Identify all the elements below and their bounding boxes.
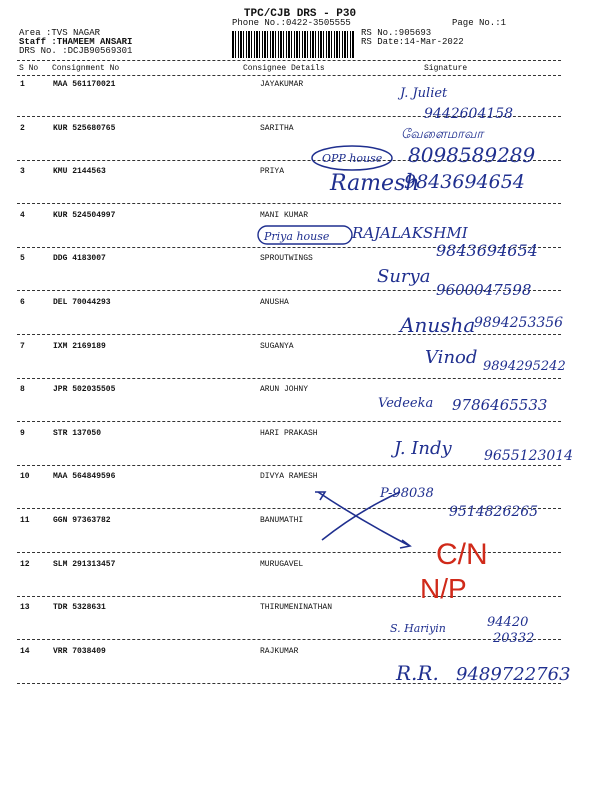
phone-row1: 9442604158 (424, 106, 514, 122)
consignment-number: STR 137050 (53, 428, 102, 438)
serial-number: 8 (20, 385, 25, 395)
consignee-name: SPROUTWINGS (260, 254, 313, 264)
serial-number: 9 (20, 428, 25, 438)
consignee-name: HARI PRAKASH (260, 428, 318, 438)
consignment-number: KUR 524504997 (53, 210, 116, 220)
signature-row5: Surya (377, 266, 431, 287)
rs-number: RS No.:905693 (361, 28, 432, 38)
drs-number: DRS No. :DCJB90569301 (19, 46, 133, 56)
document-title: TPC/CJB DRS - P30 (243, 8, 357, 20)
phone-row10: 9514826265 (449, 504, 539, 520)
phone-row6: 9894253356 (474, 315, 564, 331)
serial-number: 1 (20, 80, 25, 89)
consignee-name: MANI KUMAR (260, 210, 309, 220)
serial-number: 2 (20, 123, 25, 133)
cn-mark: C/N (436, 538, 488, 571)
consignee-name: JAYAKUMAR (260, 80, 304, 89)
consignee-name: MURUGAVEL (260, 559, 304, 569)
phone-row9: 9655123014 (484, 448, 574, 464)
consignment-number: KUR 525680765 (53, 123, 116, 133)
serial-number: 6 (20, 298, 25, 307)
note-row4: Priya house (264, 230, 330, 243)
consignment-number: KMU 2144563 (53, 167, 106, 177)
rs-date: RS Date:14-Mar-2022 (361, 37, 464, 47)
signature-row13: S. Hariyin (390, 622, 446, 635)
phone-row4: 9843694654 (436, 241, 538, 260)
phone-number: Phone No.:0422-3505555 (232, 18, 351, 28)
signature-row8: Vedeeka (378, 396, 434, 411)
signature-row1: J. Juliet (400, 86, 448, 101)
consignee-name: THIRUMENINATHAN (260, 603, 333, 613)
phone-row3: 9843694654 (404, 171, 525, 193)
serial-number: 12 (20, 559, 30, 569)
phone-row13-b: 20332 (493, 631, 535, 646)
consignment-number: DEL 70044293 (53, 298, 111, 307)
serial-number: 4 (20, 210, 25, 220)
consignee-name: ARUN JOHNY (260, 385, 309, 395)
phone-row5: 9600047598 (436, 281, 532, 299)
consignee-name: RAJKUMAR (260, 646, 299, 656)
note-row2: OPP house (322, 152, 383, 165)
consignment-number: DDG 4183007 (53, 254, 106, 264)
col-signature: Signature (424, 64, 468, 73)
phone-row8: 9786465533 (452, 396, 548, 414)
area-text: Area :TVS NAGAR (19, 28, 101, 38)
consignment-number: VRR 7038409 (53, 646, 106, 656)
staff-text: Staff :THAMEEM ANSARI (19, 37, 133, 47)
consignment-number: TDR 5328631 (53, 603, 106, 613)
consignee-name: BANUMATHI (260, 516, 304, 525)
page-number: Page No.:1 (452, 18, 507, 28)
consignment-number: SLM 291313457 (53, 559, 116, 569)
signature-row9: J. Indy (394, 438, 452, 459)
phone-row13-a: 94420 (487, 615, 529, 630)
consignment-number: MAA 564849596 (53, 472, 116, 482)
signature-row7: Vinod (425, 347, 478, 368)
consignee-name: SUGANYA (260, 341, 294, 351)
np-mark: N/P (420, 573, 467, 604)
col-consignment: Consignment No (52, 64, 120, 73)
col-sno: S No (19, 64, 39, 73)
consignment-number: JPR 502035505 (53, 385, 116, 395)
phone-row2: 8098589289 (408, 143, 536, 167)
consignment-number: MAA 561170021 (53, 80, 116, 89)
consignee-name: PRIYA (260, 167, 285, 177)
signature-row14: R.R. (396, 661, 439, 685)
name-row4: RAJALAKSHMI (352, 224, 468, 242)
consignee-name: ANUSHA (260, 298, 289, 307)
consignee-name: DIVYA RAMESH (260, 472, 318, 482)
serial-number: 10 (20, 472, 30, 482)
note-row10: P-98038 (380, 486, 434, 501)
phone-row7: 9894295242 (483, 359, 566, 374)
signature-row6: Anusha (400, 313, 476, 337)
serial-number: 11 (20, 516, 30, 525)
consignment-number: GGN 97363782 (53, 516, 111, 525)
col-consignee: Consignee Details (243, 64, 325, 73)
serial-number: 3 (20, 167, 25, 177)
tamil-note-row2: வேளைமாவா (401, 127, 484, 142)
phone-row14: 9489722763 (456, 664, 571, 685)
serial-number: 14 (20, 646, 30, 656)
consignment-number: IXM 2169189 (53, 341, 106, 351)
consignee-name: SARITHA (260, 123, 294, 133)
serial-number: 7 (20, 341, 25, 351)
serial-number: 13 (20, 603, 30, 613)
signature-row3: Ramesh (330, 171, 420, 196)
serial-number: 5 (20, 254, 25, 264)
